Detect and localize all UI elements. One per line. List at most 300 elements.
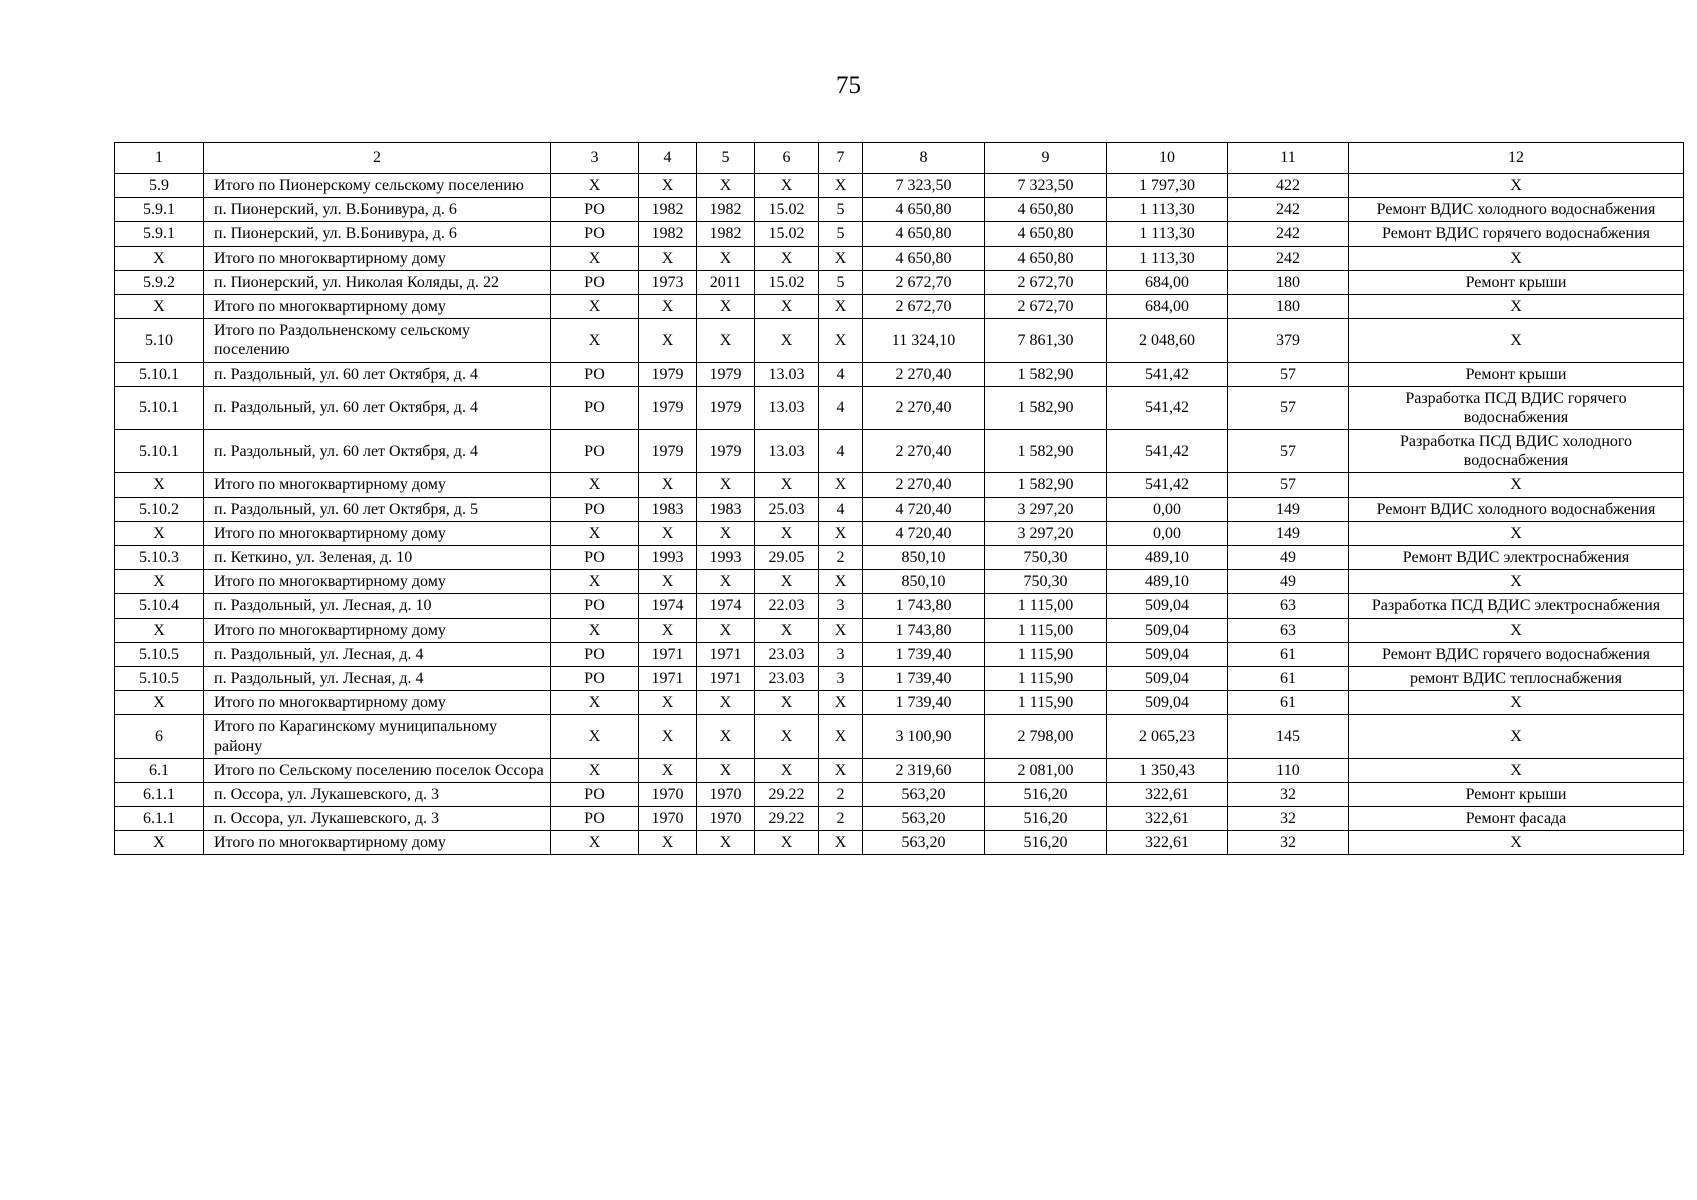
row-number-cell: 5.9: [115, 174, 204, 198]
table-row: [115, 473, 1684, 497]
table-row: [115, 642, 1684, 666]
residents-count-cell: 57: [1228, 430, 1349, 473]
work-type-cell: X: [1349, 473, 1684, 497]
residential-area-cell: 3 297,20: [985, 497, 1107, 521]
program-type-cell: РО: [551, 362, 639, 386]
program-type-cell: РО: [551, 594, 639, 618]
commissioning-year-cell: X: [697, 319, 755, 362]
commissioning-year-cell: 1979: [697, 386, 755, 429]
residential-area-cell: 1 582,90: [985, 362, 1107, 386]
residential-area-cell: 2 081,00: [985, 758, 1107, 782]
construction-year-cell: 1971: [639, 642, 697, 666]
table-row: [115, 222, 1684, 246]
total-area-cell: 1 739,40: [863, 666, 985, 690]
residents-count-cell: 242: [1228, 198, 1349, 222]
table-row: [115, 618, 1684, 642]
table-row: [115, 782, 1684, 806]
residents-count-cell: 149: [1228, 521, 1349, 545]
table-row: [115, 758, 1684, 782]
table-row: [115, 570, 1684, 594]
floors-cell: X: [819, 618, 863, 642]
floors-cell: 4: [819, 386, 863, 429]
commissioning-year-cell: X: [697, 758, 755, 782]
work-type-cell: Разработка ПСД ВДИС холодного водоснабжения: [1349, 430, 1684, 473]
work-type-cell: X: [1349, 319, 1684, 362]
work-type-cell: Ремонт фасада: [1349, 807, 1684, 831]
floors-cell: 3: [819, 642, 863, 666]
residential-area-cell: 4 650,80: [985, 222, 1107, 246]
row-number-cell: 5.10.3: [115, 546, 204, 570]
floors-cell: X: [819, 570, 863, 594]
column-header: 6: [755, 143, 819, 174]
address-cell: п. Пионерский, ул. В.Бонивура, д. 6: [204, 198, 551, 222]
residential-area-cell: 750,30: [985, 546, 1107, 570]
program-type-cell: X: [551, 715, 639, 758]
non-residential-area-cell: 509,04: [1107, 666, 1228, 690]
work-type-cell: X: [1349, 715, 1684, 758]
non-residential-area-cell: 541,42: [1107, 473, 1228, 497]
row-number-cell: X: [115, 294, 204, 318]
total-area-cell: 1 743,80: [863, 594, 985, 618]
address-cell: п. Раздольный, ул. Лесная, д. 4: [204, 642, 551, 666]
non-residential-area-cell: 322,61: [1107, 782, 1228, 806]
floors-cell: X: [819, 715, 863, 758]
construction-year-cell: 1993: [639, 546, 697, 570]
row-number-cell: X: [115, 618, 204, 642]
row-number-cell: 5.10.1: [115, 362, 204, 386]
work-type-cell: X: [1349, 294, 1684, 318]
total-area-cell: 2 672,70: [863, 294, 985, 318]
code-cell: X: [755, 758, 819, 782]
floors-cell: 2: [819, 546, 863, 570]
non-residential-area-cell: 1 113,30: [1107, 198, 1228, 222]
commissioning-year-cell: 1974: [697, 594, 755, 618]
code-cell: X: [755, 831, 819, 855]
row-number-cell: 5.10.4: [115, 594, 204, 618]
total-area-cell: 2 270,40: [863, 430, 985, 473]
floors-cell: X: [819, 758, 863, 782]
row-number-cell: 5.9.2: [115, 270, 204, 294]
total-area-cell: 850,10: [863, 546, 985, 570]
address-cell: Итого по многоквартирному дому: [204, 246, 551, 270]
total-area-cell: 850,10: [863, 570, 985, 594]
work-type-cell: Разработка ПСД ВДИС горячего водоснабжения: [1349, 386, 1684, 429]
table-row: [115, 546, 1684, 570]
code-cell: 29.22: [755, 807, 819, 831]
floors-cell: X: [819, 521, 863, 545]
floors-cell: 3: [819, 666, 863, 690]
code-cell: 29.05: [755, 546, 819, 570]
residential-area-cell: 750,30: [985, 570, 1107, 594]
commissioning-year-cell: 1979: [697, 362, 755, 386]
program-type-cell: РО: [551, 666, 639, 690]
program-type-cell: РО: [551, 497, 639, 521]
code-cell: X: [755, 570, 819, 594]
column-header: 2: [204, 143, 551, 174]
non-residential-area-cell: 489,10: [1107, 546, 1228, 570]
non-residential-area-cell: 684,00: [1107, 270, 1228, 294]
non-residential-area-cell: 509,04: [1107, 594, 1228, 618]
table-row: [115, 666, 1684, 690]
non-residential-area-cell: 509,04: [1107, 618, 1228, 642]
commissioning-year-cell: X: [697, 570, 755, 594]
row-number-cell: 5.10: [115, 319, 204, 362]
program-type-cell: X: [551, 758, 639, 782]
table-row: [115, 497, 1684, 521]
program-type-cell: РО: [551, 270, 639, 294]
address-cell: Итого по многоквартирному дому: [204, 521, 551, 545]
total-area-cell: 563,20: [863, 782, 985, 806]
floors-cell: 4: [819, 430, 863, 473]
residents-count-cell: 180: [1228, 270, 1349, 294]
column-header: 9: [985, 143, 1107, 174]
program-type-cell: X: [551, 521, 639, 545]
work-type-cell: X: [1349, 831, 1684, 855]
floors-cell: 4: [819, 497, 863, 521]
residents-count-cell: 49: [1228, 546, 1349, 570]
work-type-cell: Ремонт ВДИС электроснабжения: [1349, 546, 1684, 570]
total-area-cell: 4 650,80: [863, 246, 985, 270]
code-cell: X: [755, 618, 819, 642]
total-area-cell: 1 743,80: [863, 618, 985, 642]
residential-area-cell: 516,20: [985, 807, 1107, 831]
row-number-cell: 5.9.1: [115, 198, 204, 222]
address-cell: п. Оссора, ул. Лукашевского, д. 3: [204, 782, 551, 806]
commissioning-year-cell: X: [697, 294, 755, 318]
non-residential-area-cell: 322,61: [1107, 831, 1228, 855]
floors-cell: X: [819, 831, 863, 855]
row-number-cell: X: [115, 831, 204, 855]
program-type-cell: РО: [551, 642, 639, 666]
work-type-cell: Ремонт крыши: [1349, 270, 1684, 294]
residents-count-cell: 32: [1228, 831, 1349, 855]
row-number-cell: 6.1.1: [115, 782, 204, 806]
commissioning-year-cell: X: [697, 691, 755, 715]
residents-count-cell: 110: [1228, 758, 1349, 782]
residents-count-cell: 63: [1228, 618, 1349, 642]
residential-area-cell: 516,20: [985, 782, 1107, 806]
address-cell: Итого по многоквартирному дому: [204, 473, 551, 497]
construction-year-cell: X: [639, 473, 697, 497]
row-number-cell: 5.10.2: [115, 497, 204, 521]
commissioning-year-cell: X: [697, 174, 755, 198]
residents-count-cell: 57: [1228, 362, 1349, 386]
address-cell: п. Раздольный, ул. Лесная, д. 4: [204, 666, 551, 690]
construction-year-cell: 1970: [639, 807, 697, 831]
total-area-cell: 2 319,60: [863, 758, 985, 782]
construction-year-cell: X: [639, 715, 697, 758]
code-cell: X: [755, 691, 819, 715]
construction-year-cell: 1974: [639, 594, 697, 618]
total-area-cell: 1 739,40: [863, 642, 985, 666]
table-row: [115, 362, 1684, 386]
commissioning-year-cell: X: [697, 618, 755, 642]
table-row: [115, 270, 1684, 294]
table-body: [115, 174, 1684, 855]
program-type-cell: X: [551, 294, 639, 318]
commissioning-year-cell: 1970: [697, 807, 755, 831]
residents-count-cell: 180: [1228, 294, 1349, 318]
program-type-cell: X: [551, 319, 639, 362]
residents-count-cell: 422: [1228, 174, 1349, 198]
residential-area-cell: 1 582,90: [985, 430, 1107, 473]
address-cell: Итого по многоквартирному дому: [204, 618, 551, 642]
residents-count-cell: 242: [1228, 222, 1349, 246]
address-cell: Итого по многоквартирному дому: [204, 570, 551, 594]
row-number-cell: 5.10.1: [115, 430, 204, 473]
code-cell: X: [755, 715, 819, 758]
construction-year-cell: X: [639, 831, 697, 855]
address-cell: п. Кеткино, ул. Зеленая, д. 10: [204, 546, 551, 570]
address-cell: п. Раздольный, ул. 60 лет Октября, д. 5: [204, 497, 551, 521]
residential-area-cell: 7 861,30: [985, 319, 1107, 362]
non-residential-area-cell: 2 048,60: [1107, 319, 1228, 362]
work-type-cell: X: [1349, 174, 1684, 198]
table-row: [115, 521, 1684, 545]
code-cell: 13.03: [755, 430, 819, 473]
address-cell: Итого по Карагинскому муниципальному району: [204, 715, 551, 758]
commissioning-year-cell: X: [697, 715, 755, 758]
table-row: [115, 319, 1684, 362]
non-residential-area-cell: 541,42: [1107, 386, 1228, 429]
program-type-cell: РО: [551, 198, 639, 222]
non-residential-area-cell: 1 113,30: [1107, 246, 1228, 270]
commissioning-year-cell: 1993: [697, 546, 755, 570]
residential-area-cell: 1 115,00: [985, 594, 1107, 618]
residential-area-cell: 516,20: [985, 831, 1107, 855]
residents-count-cell: 242: [1228, 246, 1349, 270]
residents-count-cell: 61: [1228, 642, 1349, 666]
column-header: 8: [863, 143, 985, 174]
total-area-cell: 4 720,40: [863, 521, 985, 545]
residents-count-cell: 145: [1228, 715, 1349, 758]
code-cell: 23.03: [755, 642, 819, 666]
work-type-cell: X: [1349, 521, 1684, 545]
total-area-cell: 2 270,40: [863, 386, 985, 429]
residential-area-cell: 1 115,90: [985, 666, 1107, 690]
work-type-cell: ремонт ВДИС теплоснабжения: [1349, 666, 1684, 690]
total-area-cell: 7 323,50: [863, 174, 985, 198]
non-residential-area-cell: 1 797,30: [1107, 174, 1228, 198]
construction-year-cell: X: [639, 758, 697, 782]
table-row: [115, 594, 1684, 618]
floors-cell: X: [819, 174, 863, 198]
row-number-cell: X: [115, 246, 204, 270]
construction-year-cell: X: [639, 691, 697, 715]
commissioning-year-cell: 1982: [697, 198, 755, 222]
construction-year-cell: X: [639, 246, 697, 270]
construction-year-cell: X: [639, 294, 697, 318]
address-cell: Итого по многоквартирному дому: [204, 294, 551, 318]
floors-cell: 2: [819, 782, 863, 806]
residential-area-cell: 1 115,00: [985, 618, 1107, 642]
commissioning-year-cell: 1971: [697, 642, 755, 666]
column-number-row: [115, 143, 1684, 174]
work-type-cell: Ремонт ВДИС горячего водоснабжения: [1349, 642, 1684, 666]
floors-cell: 3: [819, 594, 863, 618]
code-cell: X: [755, 294, 819, 318]
residential-area-cell: 2 798,00: [985, 715, 1107, 758]
residential-area-cell: 7 323,50: [985, 174, 1107, 198]
residents-count-cell: 57: [1228, 473, 1349, 497]
code-cell: X: [755, 473, 819, 497]
total-area-cell: 563,20: [863, 831, 985, 855]
construction-year-cell: 1979: [639, 386, 697, 429]
floors-cell: 5: [819, 270, 863, 294]
residential-area-cell: 1 582,90: [985, 386, 1107, 429]
column-header: 5: [697, 143, 755, 174]
row-number-cell: X: [115, 691, 204, 715]
non-residential-area-cell: 0,00: [1107, 497, 1228, 521]
residents-count-cell: 32: [1228, 807, 1349, 831]
residents-count-cell: 32: [1228, 782, 1349, 806]
commissioning-year-cell: X: [697, 246, 755, 270]
address-cell: п. Оссора, ул. Лукашевского, д. 3: [204, 807, 551, 831]
total-area-cell: 2 672,70: [863, 270, 985, 294]
code-cell: X: [755, 521, 819, 545]
work-type-cell: Разработка ПСД ВДИС электроснабжения: [1349, 594, 1684, 618]
non-residential-area-cell: 509,04: [1107, 642, 1228, 666]
program-type-cell: X: [551, 831, 639, 855]
row-number-cell: X: [115, 521, 204, 545]
program-type-cell: X: [551, 570, 639, 594]
code-cell: 22.03: [755, 594, 819, 618]
construction-year-cell: 1979: [639, 430, 697, 473]
total-area-cell: 4 650,80: [863, 198, 985, 222]
construction-year-cell: X: [639, 174, 697, 198]
table-row: [115, 386, 1684, 429]
row-number-cell: X: [115, 473, 204, 497]
residential-area-cell: 2 672,70: [985, 294, 1107, 318]
residential-area-cell: 1 115,90: [985, 691, 1107, 715]
work-type-cell: Ремонт ВДИС холодного водоснабжения: [1349, 497, 1684, 521]
total-area-cell: 4 650,80: [863, 222, 985, 246]
construction-year-cell: X: [639, 319, 697, 362]
total-area-cell: 1 739,40: [863, 691, 985, 715]
commissioning-year-cell: 1982: [697, 222, 755, 246]
code-cell: 23.03: [755, 666, 819, 690]
column-header: 7: [819, 143, 863, 174]
total-area-cell: 2 270,40: [863, 473, 985, 497]
program-type-cell: РО: [551, 430, 639, 473]
row-number-cell: 6.1: [115, 758, 204, 782]
floors-cell: X: [819, 691, 863, 715]
construction-year-cell: X: [639, 618, 697, 642]
construction-year-cell: 1982: [639, 198, 697, 222]
code-cell: 15.02: [755, 198, 819, 222]
code-cell: 25.03: [755, 497, 819, 521]
non-residential-area-cell: 2 065,23: [1107, 715, 1228, 758]
row-number-cell: 6: [115, 715, 204, 758]
construction-year-cell: 1971: [639, 666, 697, 690]
program-type-cell: X: [551, 473, 639, 497]
column-header: 10: [1107, 143, 1228, 174]
address-cell: Итого по многоквартирному дому: [204, 691, 551, 715]
residents-count-cell: 61: [1228, 691, 1349, 715]
construction-year-cell: 1983: [639, 497, 697, 521]
non-residential-area-cell: 322,61: [1107, 807, 1228, 831]
commissioning-year-cell: X: [697, 521, 755, 545]
floors-cell: 5: [819, 198, 863, 222]
residential-area-cell: 3 297,20: [985, 521, 1107, 545]
construction-year-cell: 1979: [639, 362, 697, 386]
code-cell: 29.22: [755, 782, 819, 806]
residential-area-cell: 4 650,80: [985, 246, 1107, 270]
floors-cell: X: [819, 319, 863, 362]
commissioning-year-cell: 1979: [697, 430, 755, 473]
residents-count-cell: 49: [1228, 570, 1349, 594]
program-type-cell: РО: [551, 546, 639, 570]
total-area-cell: 4 720,40: [863, 497, 985, 521]
row-number-cell: X: [115, 570, 204, 594]
program-type-cell: РО: [551, 782, 639, 806]
address-cell: п. Пионерский, ул. Николая Коляды, д. 22: [204, 270, 551, 294]
table-row: [115, 691, 1684, 715]
address-cell: Итого по Пионерскому сельскому поселению: [204, 174, 551, 198]
column-header: 12: [1349, 143, 1684, 174]
code-cell: X: [755, 174, 819, 198]
floors-cell: 4: [819, 362, 863, 386]
code-cell: X: [755, 246, 819, 270]
table-row: [115, 246, 1684, 270]
work-type-cell: X: [1349, 618, 1684, 642]
residential-area-cell: 1 115,90: [985, 642, 1107, 666]
construction-year-cell: X: [639, 521, 697, 545]
work-type-cell: X: [1349, 246, 1684, 270]
non-residential-area-cell: 509,04: [1107, 691, 1228, 715]
residents-count-cell: 63: [1228, 594, 1349, 618]
table-row: [115, 715, 1684, 758]
total-area-cell: 2 270,40: [863, 362, 985, 386]
program-type-cell: X: [551, 691, 639, 715]
code-cell: 15.02: [755, 270, 819, 294]
construction-year-cell: 1982: [639, 222, 697, 246]
page-number: 75: [836, 72, 861, 99]
address-cell: Итого по многоквартирному дому: [204, 831, 551, 855]
row-number-cell: 5.10.5: [115, 666, 204, 690]
work-type-cell: X: [1349, 570, 1684, 594]
row-number-cell: 5.9.1: [115, 222, 204, 246]
address-cell: п. Раздольный, ул. 60 лет Октября, д. 4: [204, 362, 551, 386]
floors-cell: X: [819, 294, 863, 318]
residential-area-cell: 4 650,80: [985, 198, 1107, 222]
row-number-cell: 5.10.1: [115, 386, 204, 429]
non-residential-area-cell: 541,42: [1107, 362, 1228, 386]
address-cell: Итого по Раздольненскому сельскому поселению: [204, 319, 551, 362]
column-header: 3: [551, 143, 639, 174]
construction-year-cell: X: [639, 570, 697, 594]
residents-count-cell: 379: [1228, 319, 1349, 362]
code-cell: 13.03: [755, 386, 819, 429]
work-type-cell: X: [1349, 691, 1684, 715]
residential-area-cell: 1 582,90: [985, 473, 1107, 497]
table-row: [115, 174, 1684, 198]
table-row: [115, 294, 1684, 318]
table-row: [115, 198, 1684, 222]
program-type-cell: X: [551, 174, 639, 198]
construction-year-cell: 1970: [639, 782, 697, 806]
table-row: [115, 430, 1684, 473]
floors-cell: 5: [819, 222, 863, 246]
work-type-cell: Ремонт ВДИС горячего водоснабжения: [1349, 222, 1684, 246]
address-cell: п. Раздольный, ул. 60 лет Октября, д. 4: [204, 386, 551, 429]
residents-count-cell: 149: [1228, 497, 1349, 521]
code-cell: 13.03: [755, 362, 819, 386]
address-cell: п. Пионерский, ул. В.Бонивура, д. 6: [204, 222, 551, 246]
commissioning-year-cell: 1970: [697, 782, 755, 806]
commissioning-year-cell: 2011: [697, 270, 755, 294]
work-type-cell: Ремонт крыши: [1349, 782, 1684, 806]
